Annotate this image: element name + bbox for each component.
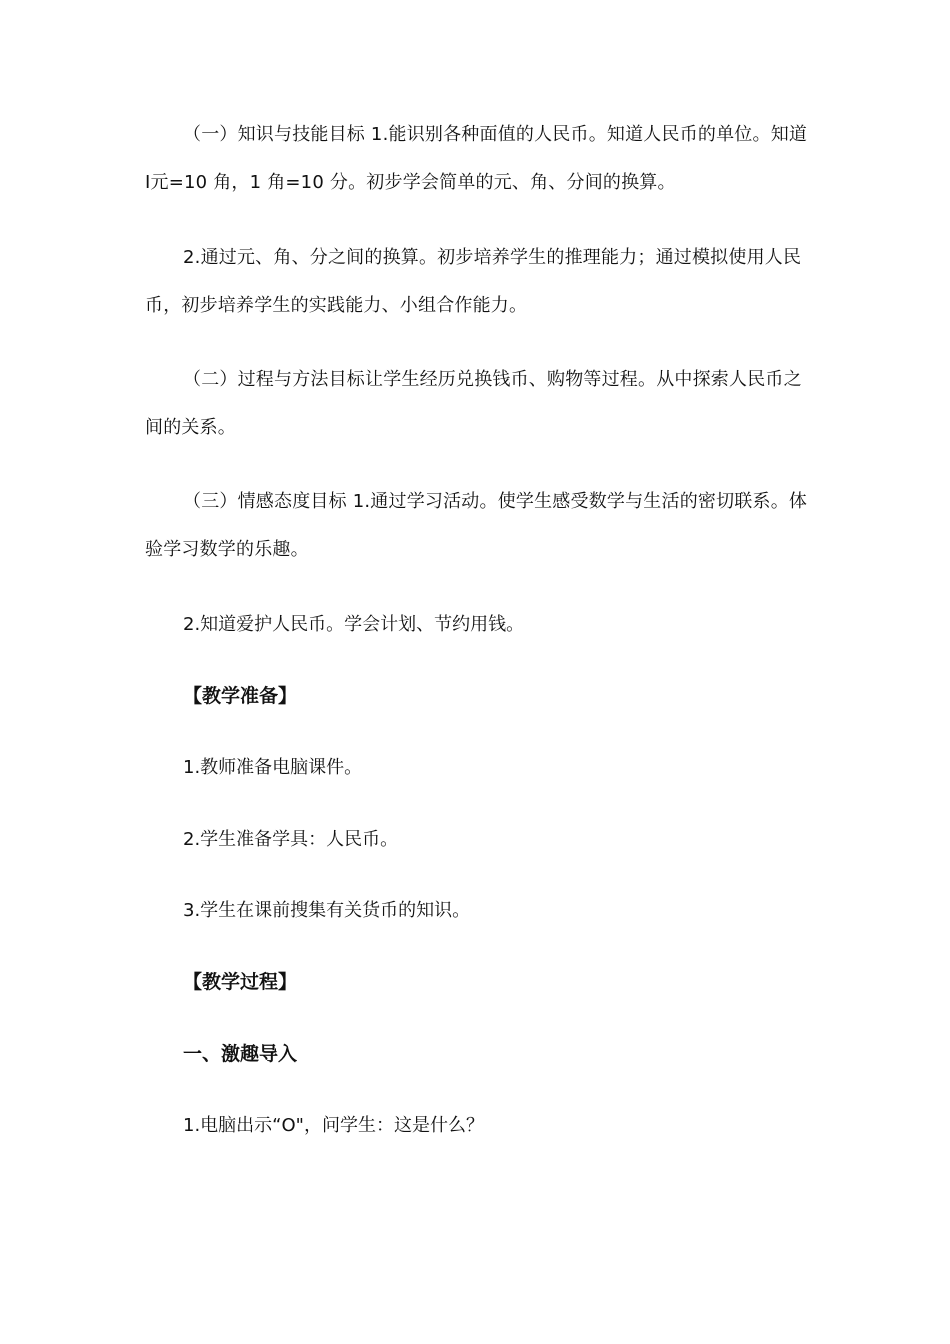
paragraph-knowledge-goal: （一）知识与技能目标 1.能识别各种面值的人民币。知道人民币的单位。知道I元=10 角，1 角=10 分。初步学会简单的元、角、分间的换算。 [145,124,808,193]
paragraph-process-goal: （二）过程与方法目标让学生经历兑换钱币、购物等过程。从中探索人民币之间的关系。 [145,369,802,438]
paragraph-emotion-goal: （三）情感态度目标 1.通过学习活动。使学生感受数学与生活的密切联系。体验学习数学的乐趣。 [145,491,808,560]
prep-item-1: 1.教师准备电脑课件。 [183,757,363,778]
heading-teaching-process: 【教学过程】 [183,971,298,993]
prep-item-3: 3.学生在课前搜集有关货币的知识。 [183,900,471,921]
prep-item-2: 2.学生准备学具：人民币。 [183,829,399,850]
line-section-1-item-1: 1.电脑出示“O"，问学生：这是什么？ [183,1115,484,1136]
paragraph-conversion-ability: 2.通过元、角、分之间的换算。初步培养学生的推理能力；通过模拟使用人民币，初步培养学生的实践能力、小组合作能力。 [145,247,802,316]
line-goal-2: 2.知道爱护人民币。学会计划、节约用钱。 [183,614,525,635]
heading-teaching-preparation: 【教学准备】 [183,685,298,707]
heading-section-1: 一、激趣导入 [183,1043,298,1065]
